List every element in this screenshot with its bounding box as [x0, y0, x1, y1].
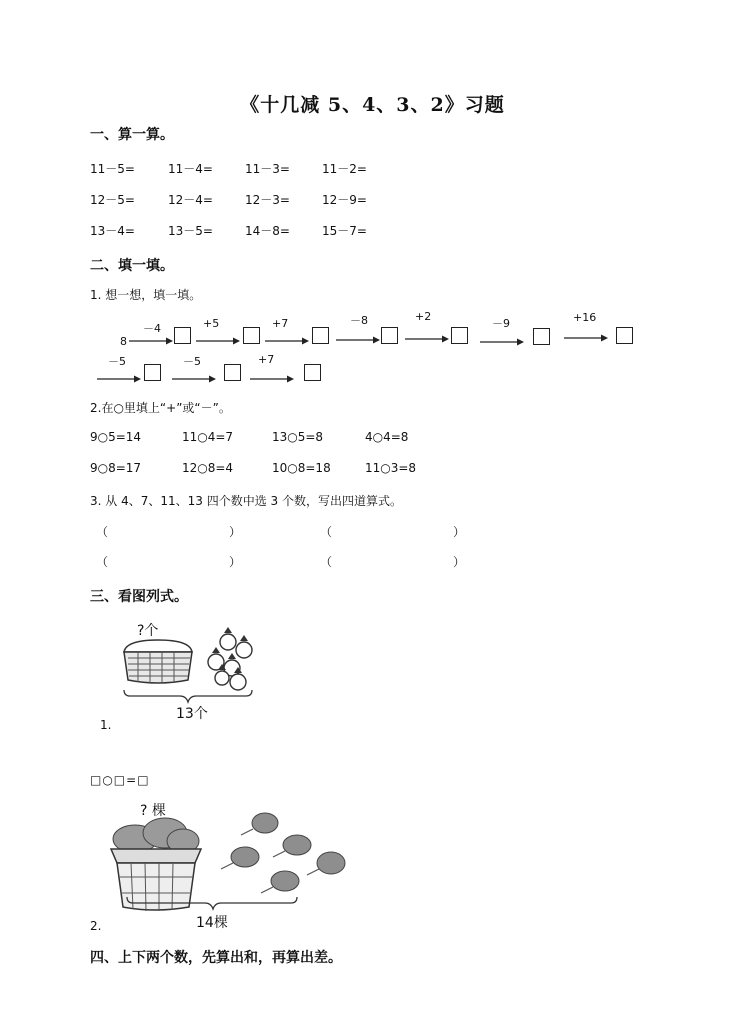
- answer-box[interactable]: [144, 364, 161, 381]
- calc-item: 13－5=: [168, 224, 213, 238]
- picture-1-question: ?个: [137, 623, 159, 639]
- formula-template: □○□=□: [90, 773, 150, 787]
- sign-item: 13○5=8: [272, 430, 324, 444]
- answer-box[interactable]: [243, 327, 260, 344]
- arrow-icon: [196, 336, 240, 346]
- picture-2-total: 14棵: [196, 915, 228, 931]
- op-label: +16: [573, 311, 597, 324]
- arrow-icon: [564, 333, 608, 343]
- calc-item: 12－9=: [322, 193, 367, 207]
- sign-item: 9○8=17: [90, 461, 142, 475]
- chain-start: 8: [120, 335, 127, 348]
- problem-2-number: 2.: [90, 919, 102, 933]
- paren-close: ）: [453, 525, 466, 539]
- section-3-heading: 三、看图列式。: [90, 589, 188, 605]
- op-label: +7: [258, 353, 275, 366]
- arrow-icon: [480, 337, 524, 347]
- calc-item: 11－2=: [322, 162, 367, 176]
- calc-item: 12－3=: [245, 193, 290, 207]
- calc-item: 12－5=: [90, 193, 135, 207]
- calc-item: 11－4=: [168, 162, 213, 176]
- picture-2-question: ? 棵: [140, 803, 166, 819]
- op-label: +2: [415, 310, 432, 323]
- calc-item: 13－4=: [90, 224, 135, 238]
- paren-open: （: [320, 555, 333, 569]
- arrow-icon: [336, 335, 380, 345]
- calc-item: 14－8=: [245, 224, 290, 238]
- sign-item: 4○4=8: [365, 430, 409, 444]
- op-label: －9: [492, 317, 510, 330]
- picture-1-total: 13个: [176, 706, 208, 722]
- paren-open: （: [96, 525, 109, 539]
- arrow-icon: [129, 336, 173, 346]
- problem-1-number: 1.: [100, 718, 112, 732]
- op-label: －5: [108, 355, 126, 368]
- section-4-heading: 四、上下两个数，先算出和，再算出差。: [90, 950, 342, 966]
- paren-close: ）: [229, 555, 242, 569]
- arrow-icon: [405, 334, 449, 344]
- sign-item: 10○8=18: [272, 461, 331, 475]
- calc-item: 11－3=: [245, 162, 290, 176]
- total-brace: [125, 897, 300, 911]
- answer-box[interactable]: [451, 327, 468, 344]
- q3-label: 3. 从 4、7、11、13 四个数中选 3 个数，写出四道算式。: [90, 494, 402, 508]
- calc-item: 11－5=: [90, 162, 135, 176]
- answer-box[interactable]: [616, 327, 633, 344]
- paren-open: （: [96, 555, 109, 569]
- op-label: －5: [183, 355, 201, 368]
- paren-close: ）: [229, 525, 242, 539]
- calc-item: 15－7=: [322, 224, 367, 238]
- op-label: －4: [143, 322, 161, 335]
- section-1-heading: 一、算一算。: [90, 127, 174, 143]
- op-label: +5: [203, 317, 220, 330]
- answer-box[interactable]: [174, 327, 191, 344]
- arrow-icon: [250, 374, 294, 384]
- answer-box[interactable]: [381, 327, 398, 344]
- arrow-icon: [97, 374, 141, 384]
- q2-label: 2.在○里填上“+”或“－”。: [90, 401, 231, 415]
- section-2-heading: 二、填一填。: [90, 258, 174, 274]
- calc-item: 12－4=: [168, 193, 213, 207]
- paren-close: ）: [453, 555, 466, 569]
- arrow-icon: [172, 374, 216, 384]
- op-label: +7: [272, 317, 289, 330]
- page-title: 《十几减 5、4、3、2》习题: [240, 94, 505, 116]
- sign-item: 11○4=7: [182, 430, 234, 444]
- arrow-icon: [265, 336, 309, 346]
- q1-label: 1. 想一想，填一填。: [90, 288, 202, 302]
- sign-item: 11○3=8: [365, 461, 417, 475]
- sign-item: 12○8=4: [182, 461, 234, 475]
- answer-box[interactable]: [312, 327, 329, 344]
- answer-box[interactable]: [304, 364, 321, 381]
- paren-open: （: [320, 525, 333, 539]
- op-label: －8: [350, 314, 368, 327]
- answer-box[interactable]: [224, 364, 241, 381]
- sign-item: 9○5=14: [90, 430, 142, 444]
- answer-box[interactable]: [533, 328, 550, 345]
